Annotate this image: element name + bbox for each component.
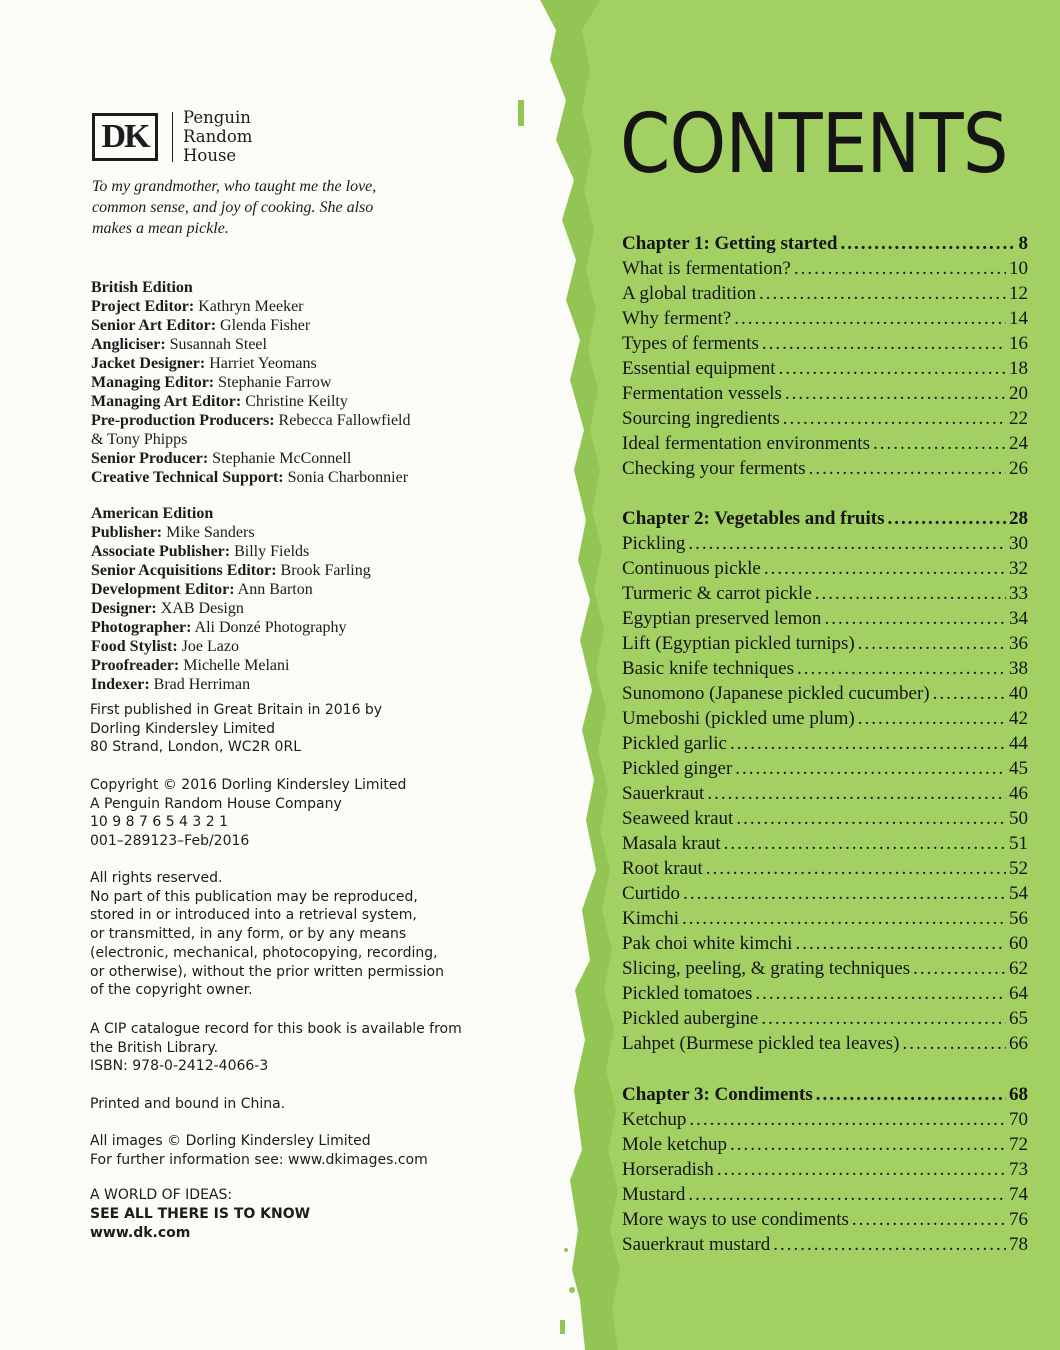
- credit-role: Angliciser:: [91, 336, 166, 353]
- credit-role: Associate Publisher:: [91, 543, 231, 560]
- toc-entry-page: 51: [1009, 833, 1028, 854]
- publication-info-line: stored in or introduced into a retrieval system,: [90, 907, 417, 924]
- toc-leader-dots: [785, 381, 1006, 406]
- toc-entry-page: 60: [1009, 933, 1028, 954]
- toc-entry[interactable]: [622, 656, 1028, 681]
- toc-entry[interactable]: [622, 1006, 1028, 1031]
- publication-info-line: Dorling Kindersley Limited: [90, 720, 276, 737]
- toc-leader-dots: [759, 281, 1006, 306]
- credit-line: [91, 468, 411, 487]
- toc-leader-dots: [734, 306, 1006, 331]
- credit-line: [91, 392, 411, 411]
- toc-leader-dots: [773, 1232, 1006, 1257]
- chapter-block: [622, 506, 1028, 1056]
- toc-entry-title: Pickled tomatoes: [622, 983, 753, 1004]
- publication-info-block: [90, 1132, 428, 1169]
- credit-role: Creative Technical Support:: [91, 469, 284, 486]
- logo-divider: [172, 112, 173, 162]
- toc-entry-title: Pickled aubergine: [622, 1008, 759, 1029]
- toc-entry-page: 14: [1009, 308, 1028, 329]
- publication-info-block: [90, 869, 444, 1000]
- dk-logo-mark: DK: [92, 113, 158, 161]
- publication-info-line: or otherwise), without the prior written permission: [90, 963, 444, 980]
- toc-entry[interactable]: [622, 406, 1028, 431]
- credit-role: Project Editor:: [91, 298, 195, 315]
- publication-info-line: (electronic, mechanical, photocopying, recording,: [90, 944, 438, 961]
- toc-entry-page: 12: [1009, 283, 1028, 304]
- toc-entry-title: Sunomono (Japanese pickled cucumber): [622, 683, 930, 704]
- publication-info-line: No part of this publication may be reproduced,: [90, 888, 418, 905]
- toc-entry-page: 56: [1009, 908, 1028, 929]
- credit-name: Susannah Steel: [165, 336, 267, 353]
- toc-entry[interactable]: [622, 456, 1028, 481]
- toc-entry-title: Mustard: [622, 1184, 686, 1205]
- penguin-random-house-wordmark: Penguin Random House: [183, 108, 253, 165]
- credit-line: [91, 618, 371, 637]
- world-of-ideas-tagline: A WORLD OF IDEAS: SEE ALL THERE IS TO KNOW www.dk.com: [90, 1187, 311, 1241]
- toc-entry[interactable]: [622, 956, 1028, 981]
- toc-entry-page: 42: [1009, 708, 1028, 729]
- toc-entry-title: What is fermentation?: [622, 258, 791, 279]
- toc-entry[interactable]: [622, 306, 1028, 331]
- credit-name: Billy Fields: [230, 543, 310, 560]
- chapter-block: [622, 1082, 1028, 1257]
- toc-entry-page: 46: [1009, 783, 1028, 804]
- toc-entry-page: 24: [1009, 433, 1028, 454]
- toc-entry[interactable]: [622, 1132, 1028, 1157]
- toc-entry-title: Root kraut: [622, 858, 703, 879]
- credit-line: [91, 561, 371, 580]
- toc-chapter-page: 8: [1018, 233, 1028, 254]
- credit-name: Mike Sanders: [162, 524, 255, 541]
- toc-entry-page: 30: [1009, 533, 1028, 554]
- toc-entry[interactable]: [622, 381, 1028, 406]
- publication-info-line: 10 9 8 7 6 5 4 3 2 1: [90, 814, 229, 831]
- toc-leader-dots: [688, 1182, 1006, 1207]
- toc-entry-title: Continuous pickle: [622, 558, 761, 579]
- toc-entry-title: Curtido: [622, 883, 681, 904]
- toc-entry-page: 32: [1009, 558, 1028, 579]
- publication-info-line: All rights reserved.: [90, 870, 223, 886]
- toc-entry[interactable]: [622, 1232, 1028, 1257]
- credit-line: [91, 637, 371, 656]
- toc-entry-page: 78: [1009, 1234, 1028, 1255]
- toc-entry-title: Sourcing ingredients: [622, 408, 780, 429]
- toc-leader-dots: [764, 556, 1006, 581]
- publication-info-line: or transmitted, in any form, or by any means: [90, 926, 407, 943]
- toc-leader-dots: [707, 781, 1006, 806]
- toc-entry-page: 36: [1009, 633, 1028, 654]
- toc-entry[interactable]: [622, 256, 1028, 281]
- toc-leader-dots: [858, 631, 1006, 656]
- credit-line: [91, 599, 371, 618]
- toc-entry-title: Basic knife techniques: [622, 658, 795, 679]
- toc-leader-dots: [762, 331, 1006, 356]
- credit-name: Stephanie McConnell: [208, 450, 352, 467]
- toc-entry-page: 54: [1009, 883, 1028, 904]
- credit-name: Glenda Fisher: [216, 317, 311, 334]
- toc-entry-page: 72: [1009, 1134, 1028, 1155]
- publication-info-line: First published in Great Britain in 2016 by: [90, 702, 383, 718]
- credit-name: Kathryn Meeker: [194, 298, 304, 315]
- toc-leader-dots: [852, 1207, 1006, 1232]
- toc-entry-title: Sauerkraut: [622, 783, 705, 804]
- toc-entry-page: 33: [1009, 583, 1028, 604]
- credit-name: Rebecca Fallowfield: [274, 412, 411, 429]
- toc-leader-dots: [888, 506, 1007, 531]
- toc-entry[interactable]: [622, 856, 1028, 881]
- toc-entry[interactable]: [622, 681, 1028, 706]
- toc-leader-dots: [736, 806, 1006, 831]
- toc-entry-title: Ketchup: [622, 1109, 687, 1130]
- toc-entry-page: 40: [1009, 683, 1028, 704]
- credit-role: Pre-production Producers:: [91, 412, 275, 429]
- toc-entry[interactable]: [622, 731, 1028, 756]
- credit-role: Senior Producer:: [91, 450, 209, 467]
- toc-leader-dots: [903, 1031, 1007, 1056]
- credit-name: Ann Barton: [234, 581, 313, 598]
- toc-leader-dots: [706, 856, 1006, 881]
- toc-leader-dots: [933, 681, 1006, 706]
- credit-name: Sonia Charbonnier: [283, 469, 409, 486]
- toc-entry-page: 65: [1009, 1008, 1028, 1029]
- toc-leader-dots: [797, 656, 1006, 681]
- toc-entry[interactable]: [622, 356, 1028, 381]
- publication-info-line: 80 Strand, London, WC2R 0RL: [90, 739, 301, 756]
- credits-heading: American Edition: [91, 505, 214, 522]
- publication-info-line: Printed and bound in China.: [90, 1096, 286, 1112]
- toc-entry-title: Umeboshi (pickled ume plum): [622, 708, 855, 729]
- toc-entry[interactable]: [622, 706, 1028, 731]
- toc-entry-title: Mole ketchup: [622, 1134, 728, 1155]
- toc-leader-dots: [755, 981, 1006, 1006]
- toc-entry-title: Lahpet (Burmese pickled tea leaves): [622, 1033, 900, 1054]
- toc-leader-dots: [779, 356, 1006, 381]
- toc-chapter-heading[interactable]: [622, 231, 1028, 256]
- american-edition-credits: [91, 504, 371, 694]
- toc-leader-dots: [688, 531, 1006, 556]
- publication-info-line: the British Library.: [90, 1039, 219, 1056]
- credit-line: [91, 430, 411, 449]
- toc-entry[interactable]: [622, 906, 1028, 931]
- toc-entry-title: Essential equipment: [622, 358, 776, 379]
- publication-info-line: of the copyright owner.: [90, 982, 253, 999]
- toc-leader-dots: [717, 1157, 1006, 1182]
- credit-role: Senior Acquisitions Editor:: [91, 562, 277, 579]
- credit-role: Proofreader:: [91, 657, 180, 674]
- toc-entry[interactable]: [622, 431, 1028, 456]
- credit-line: [91, 656, 371, 675]
- toc-entry-title: Pak choi white kimchi: [622, 933, 793, 954]
- credit-line: [91, 449, 411, 468]
- dk-penguin-random-house-logo: [92, 108, 252, 165]
- toc-entry-page: 62: [1009, 958, 1028, 979]
- toc-entry[interactable]: [622, 556, 1028, 581]
- credit-name: Ali Donzé Photography: [191, 619, 347, 636]
- toc-entry-page: 64: [1009, 983, 1028, 1004]
- toc-entry-title: Pickled garlic: [622, 733, 727, 754]
- credit-role: Food Stylist:: [91, 638, 178, 655]
- toc-entry-title: More ways to use condiments: [622, 1209, 849, 1230]
- publication-info-line: All images © Dorling Kindersley Limited: [90, 1133, 371, 1149]
- toc-entry-title: Turmeric & carrot pickle: [622, 583, 812, 604]
- toc-entry-page: 70: [1009, 1109, 1028, 1130]
- toc-entry-page: 26: [1009, 458, 1028, 479]
- toc-entry[interactable]: [622, 581, 1028, 606]
- publication-info-line: For further information see: www.dkimages.com: [90, 1151, 428, 1168]
- credit-role: Jacket Designer:: [91, 355, 206, 372]
- credit-role: Publisher:: [91, 524, 163, 541]
- toc-chapter-page: 68: [1009, 1084, 1028, 1105]
- credit-name: Brook Farling: [276, 562, 371, 579]
- credit-role: Senior Art Editor:: [91, 317, 217, 334]
- toc-entry-page: 18: [1009, 358, 1028, 379]
- british-edition-credits: [91, 278, 411, 487]
- toc-entry-page: 52: [1009, 858, 1028, 879]
- credit-name: Joe Lazo: [177, 638, 239, 655]
- credit-line: [91, 580, 371, 599]
- toc-entry[interactable]: [622, 806, 1028, 831]
- toc-entry-page: 50: [1009, 808, 1028, 829]
- toc-leader-dots: [809, 456, 1006, 481]
- publication-info-line: Copyright © 2016 Dorling Kindersley Limited: [90, 777, 407, 793]
- toc-entry[interactable]: [622, 931, 1028, 956]
- toc-leader-dots: [913, 956, 1006, 981]
- toc-entry[interactable]: [622, 1182, 1028, 1207]
- toc-entry-title: A global tradition: [622, 283, 757, 304]
- credit-name: Christine Keilty: [241, 393, 348, 410]
- toc-entry-page: 74: [1009, 1184, 1028, 1205]
- toc-entry-title: Sauerkraut mustard: [622, 1234, 771, 1255]
- toc-entry[interactable]: [622, 531, 1028, 556]
- toc-entry-page: 66: [1009, 1033, 1028, 1054]
- toc-entry-title: Fermentation vessels: [622, 383, 782, 404]
- credit-line: [91, 297, 411, 316]
- toc-chapter-title: Chapter 3: Condiments: [622, 1084, 813, 1105]
- toc-leader-dots: [689, 1107, 1006, 1132]
- credit-role: Managing Art Editor:: [91, 393, 242, 410]
- credit-line: [91, 523, 371, 542]
- toc-leader-dots: [724, 831, 1006, 856]
- toc-entry-title: Egyptian preserved lemon: [622, 608, 822, 629]
- toc-entry-title: Slicing, peeling, & grating techniques: [622, 958, 911, 979]
- toc-leader-dots: [816, 1082, 1006, 1107]
- toc-leader-dots: [683, 881, 1006, 906]
- toc-leader-dots: [735, 756, 1006, 781]
- credit-line: [91, 373, 411, 392]
- toc-entry-page: 38: [1009, 658, 1028, 679]
- toc-entry-page: 73: [1009, 1159, 1028, 1180]
- toc-entry-title: Masala kraut: [622, 833, 721, 854]
- toc-entry[interactable]: [622, 606, 1028, 631]
- toc-entry-title: Types of ferments: [622, 333, 759, 354]
- toc-leader-dots: [783, 406, 1006, 431]
- credit-name: Harriet Yeomans: [205, 355, 317, 372]
- toc-entry-title: Ideal fermentation environments: [622, 433, 870, 454]
- publication-info-line: ISBN: 978-0-2412-4066-3: [90, 1058, 269, 1075]
- publication-info-block: [90, 1095, 285, 1114]
- toc-entry-page: 45: [1009, 758, 1028, 779]
- toc-chapter-heading[interactable]: [622, 1082, 1028, 1107]
- toc-leader-dots: [761, 1006, 1006, 1031]
- toc-entry-page: 20: [1009, 383, 1028, 404]
- toc-entry-title: Pickling: [622, 533, 686, 554]
- toc-leader-dots: [730, 731, 1006, 756]
- credit-role: Indexer:: [91, 676, 150, 693]
- toc-entry-page: 16: [1009, 333, 1028, 354]
- toc-chapter-title: Chapter 2: Vegetables and fruits: [622, 508, 885, 529]
- toc-leader-dots: [824, 606, 1006, 631]
- toc-entry[interactable]: [622, 1157, 1028, 1182]
- toc-leader-dots: [795, 931, 1006, 956]
- toc-entry[interactable]: [622, 1207, 1028, 1232]
- toc-entry-title: Why ferment?: [622, 308, 732, 329]
- credit-role: Managing Editor:: [91, 374, 215, 391]
- credit-line: [91, 542, 371, 561]
- toc-chapter-heading[interactable]: [622, 506, 1028, 531]
- toc-leader-dots: [873, 431, 1006, 456]
- toc-entry[interactable]: [622, 1107, 1028, 1132]
- toc-entry-page: 34: [1009, 608, 1028, 629]
- toc-entry-title: Kimchi: [622, 908, 679, 929]
- credit-line: [91, 316, 411, 335]
- toc-leader-dots: [815, 581, 1006, 606]
- credit-line: [91, 335, 411, 354]
- toc-entry-page: 22: [1009, 408, 1028, 429]
- credit-line: [91, 354, 411, 373]
- toc-entry-page: 44: [1009, 733, 1028, 754]
- toc-entry-title: Checking your ferments: [622, 458, 806, 479]
- toc-leader-dots: [840, 231, 1015, 256]
- toc-entry[interactable]: [622, 331, 1028, 356]
- credit-role: Development Editor:: [91, 581, 235, 598]
- toc-entry[interactable]: [622, 981, 1028, 1006]
- credits-heading: British Edition: [91, 279, 193, 296]
- publication-info-line: 001–289123–Feb/2016: [90, 833, 250, 850]
- credit-line: [91, 675, 371, 694]
- toc-entry[interactable]: [622, 831, 1028, 856]
- publication-info-block: [90, 776, 406, 851]
- toc-leader-dots: [858, 706, 1006, 731]
- toc-leader-dots: [794, 256, 1006, 281]
- publication-info-block: [90, 701, 382, 757]
- toc-entry[interactable]: [622, 881, 1028, 906]
- credit-name: & Tony Phipps: [91, 431, 188, 448]
- toc-entry[interactable]: [622, 1031, 1028, 1056]
- toc-entry[interactable]: [622, 781, 1028, 806]
- toc-entry-title: Seaweed kraut: [622, 808, 734, 829]
- publication-info-line: A Penguin Random House Company: [90, 795, 342, 812]
- credit-name: XAB Design: [156, 600, 244, 617]
- chapter-block: [622, 231, 1028, 481]
- credit-name: Michelle Melani: [179, 657, 290, 674]
- toc-entry-title: Pickled ginger: [622, 758, 733, 779]
- toc-entry-title: Horseradish: [622, 1159, 714, 1180]
- contents-title: CONTENTS: [620, 97, 1008, 192]
- credit-role: Photographer:: [91, 619, 192, 636]
- toc-chapter-page: 28: [1009, 508, 1028, 529]
- credit-name: Brad Herriman: [149, 676, 251, 693]
- toc-leader-dots: [682, 906, 1006, 931]
- dedication: To my grandmother, who taught me the love, common sense, and joy of cooking. She also makes a mean pickle.: [92, 178, 377, 237]
- toc-entry-title: Lift (Egyptian pickled turnips): [622, 633, 855, 654]
- publication-info-line: A CIP catalogue record for this book is available from: [90, 1021, 462, 1037]
- credit-line: [91, 411, 411, 430]
- credit-role: Designer:: [91, 600, 157, 617]
- publication-info-block: [90, 1020, 462, 1076]
- toc-entry-page: 76: [1009, 1209, 1028, 1230]
- toc-entry[interactable]: [622, 281, 1028, 306]
- toc-entry-page: 10: [1009, 258, 1028, 279]
- toc-leader-dots: [730, 1132, 1006, 1157]
- toc-chapter-title: Chapter 1: Getting started: [622, 233, 838, 254]
- credit-name: Stephanie Farrow: [214, 374, 332, 391]
- toc-entry[interactable]: [622, 631, 1028, 656]
- toc-entry[interactable]: [622, 756, 1028, 781]
